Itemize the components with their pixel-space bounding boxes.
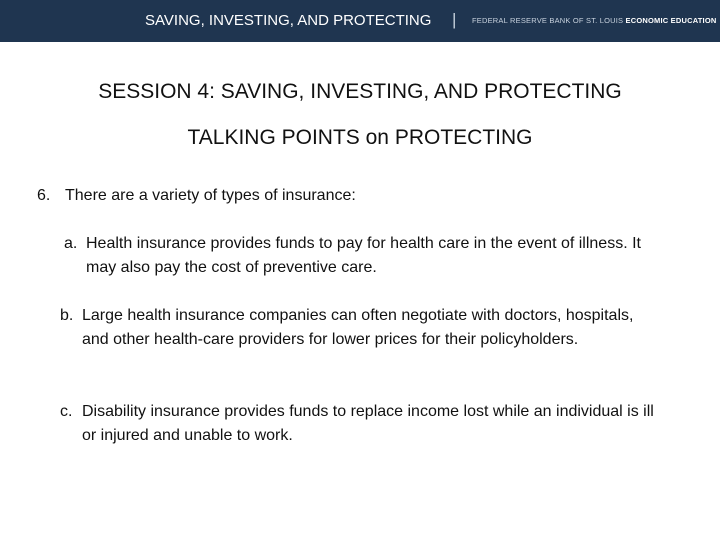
session-title: SESSION 4: SAVING, INVESTING, AND PROTECTING bbox=[98, 80, 622, 103]
point-6 bbox=[37, 184, 677, 208]
subpoint-text: Large health insurance companies can often negotiate with doctors, hospitals, and other health-care providers for lower prices for their policyholders. bbox=[82, 307, 634, 348]
point-text: There are a variety of types of insurance: bbox=[65, 187, 356, 204]
header-org-bold: ECONOMIC EDUCATION bbox=[625, 16, 717, 25]
subpoint-text: Health insurance provides funds to pay for health care in the event of illness. It may also pay the cost of preventive care. bbox=[86, 235, 641, 276]
subpoint-c bbox=[60, 400, 660, 448]
header-org-light: FEDERAL RESERVE BANK OF ST. LOUIS bbox=[472, 16, 624, 25]
header-organization bbox=[472, 16, 717, 25]
header-bar bbox=[0, 0, 720, 42]
subpoint-text: Disability insurance provides funds to replace income lost while an individual is ill or injured and unable to work. bbox=[82, 403, 654, 444]
talking-points-title: TALKING POINTS on PROTECTING bbox=[187, 126, 533, 149]
subpoint-a bbox=[64, 232, 664, 280]
subpoint-letter: b. bbox=[60, 307, 74, 324]
point-number: 6. bbox=[37, 187, 51, 204]
subpoint-b bbox=[60, 304, 660, 352]
header-separator: | bbox=[452, 10, 457, 29]
subpoint-letter: a. bbox=[64, 235, 78, 252]
subpoint-letter: c. bbox=[60, 403, 73, 420]
header-title: SAVING, INVESTING, AND PROTECTING bbox=[145, 12, 432, 29]
